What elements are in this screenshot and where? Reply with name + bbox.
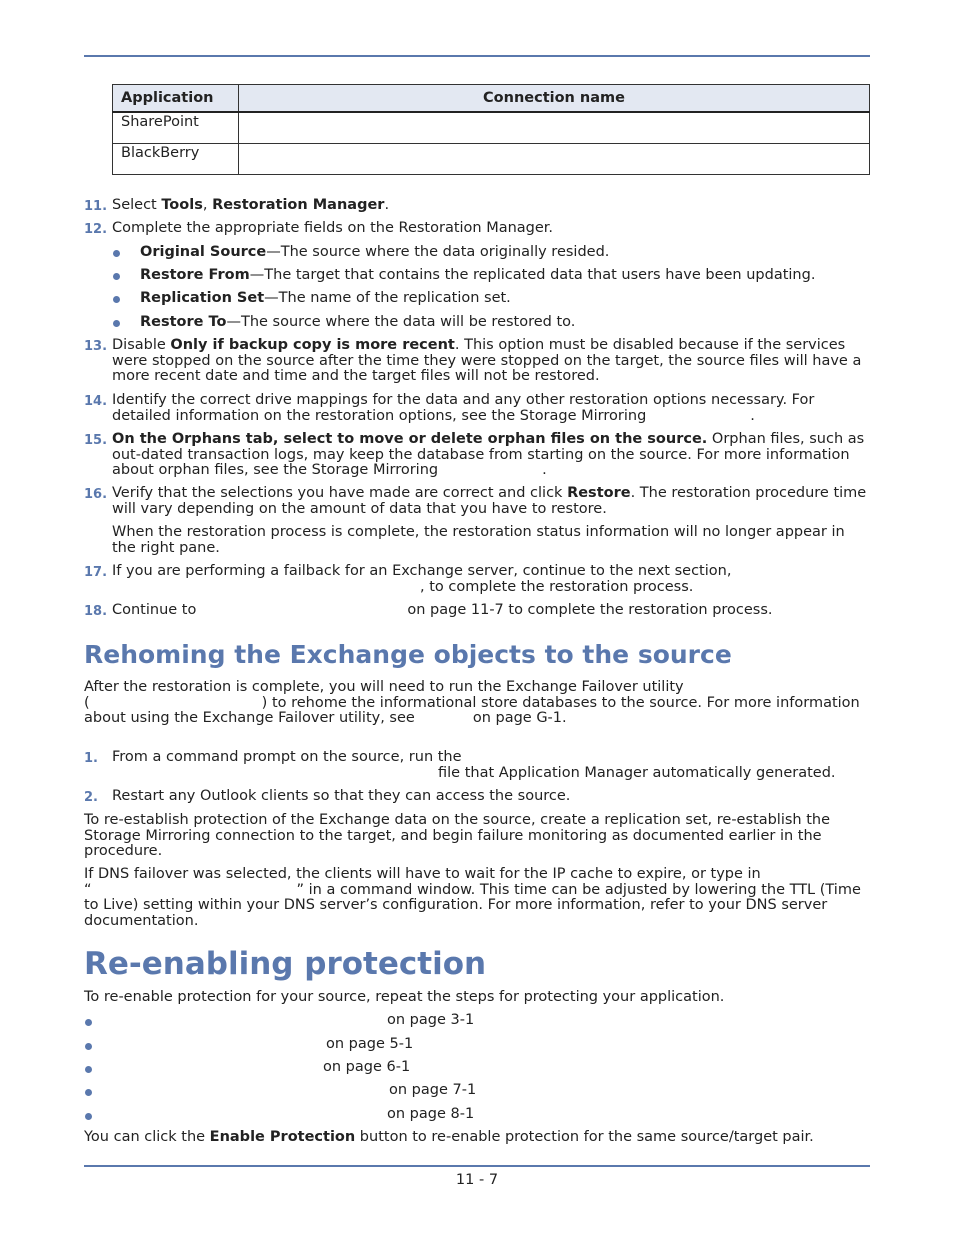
bullet-icon <box>85 1019 92 1026</box>
step-number: 16. <box>84 487 108 502</box>
step-number: 2. <box>84 790 98 805</box>
connection-table <box>112 84 870 175</box>
protection-link-ref: on page 5-1 <box>326 1036 414 1052</box>
rehoming-step-2: Restart any Outlook clients so that they can access the source. <box>112 788 571 804</box>
bullet-icon <box>85 1066 92 1073</box>
section-heading-rehoming: Rehoming the Exchange objects to the source <box>84 640 732 669</box>
closing-paragraph: You can click the Enable Protection button to re-enable protection for the same source/target pair. <box>84 1129 814 1145</box>
step-number: 12. <box>84 222 108 237</box>
dns-paragraph: If DNS failover was selected, the clients will have to wait for the IP cache to expire, or type in “ ” in a command window. This time can be adjusted by lowering the TTL (Time to Live) setting within your DNS server’s configuration. For more information, refer to your DNS server documentation. <box>84 866 861 929</box>
protection-link-ref: on page 3-1 <box>387 1012 475 1028</box>
protection-link-ref: on page 7-1 <box>389 1082 477 1098</box>
rehoming-intro: After the restoration is complete, you will need to run the Exchange Failover utility ( ) to rehome the informational store databases to the source. For more information about using the Exchange Failover utility, see on page G-1. <box>84 679 860 726</box>
column-header-connection-name: Connection name <box>239 85 870 113</box>
section-heading-reenabling: Re-enabling protection <box>84 946 487 982</box>
step-number: 1. <box>84 751 98 766</box>
bullet-icon <box>113 320 120 327</box>
reestablish-paragraph: To re-establish protection of the Exchange data on the source, create a replication set, re-establish the Storage Mirroring connection to the target, and begin failure monitoring as documented earlier in the procedure. <box>84 812 831 859</box>
step-number: 17. <box>84 565 108 580</box>
reenabling-intro: To re-enable protection for your source, repeat the steps for protecting your application. <box>84 989 725 1005</box>
header-rule <box>84 55 870 57</box>
page-number: 11 - 7 <box>455 1172 499 1188</box>
bullet-icon <box>85 1113 92 1120</box>
step-14: Identify the correct drive mappings for the data and any other restoration options necessary. For detailed information on the restoration options, see the Storage Mirroring . <box>112 392 815 424</box>
step-11: Select Tools, Restoration Manager. <box>112 197 390 213</box>
field-original-source: Original Source—The source where the data originally resided. <box>140 244 610 260</box>
protection-link-ref: on page 8-1 <box>387 1106 475 1122</box>
step-number: 18. <box>84 604 108 619</box>
step-number: 15. <box>84 433 108 448</box>
table-row <box>113 112 870 144</box>
step-12: Complete the appropriate fields on the Restoration Manager. <box>112 220 554 236</box>
step-17: If you are performing a failback for an Exchange server, continue to the next section, , to complete the restoration process. <box>112 563 732 595</box>
field-restore-to: Restore To—The source where the data will be restored to. <box>140 314 576 330</box>
bullet-icon <box>113 296 120 303</box>
step-number: 11. <box>84 199 108 214</box>
step-18: Continue to on page 11-7 to complete the restoration process. <box>112 602 773 618</box>
step-13: Disable Only if backup copy is more recent. This option must be disabled because if the services were stopped on the source after the time they were stopped on the target, the source files will have a more recent date and time and the target files will not be restored. <box>112 337 862 384</box>
step-number: 13. <box>84 339 108 354</box>
step-15: On the Orphans tab, select to move or delete orphan files on the source. Orphan files, such as out-dated transaction logs, may keep the database from starting on the source. For more information about orphan files, see the Storage Mirroring . <box>112 431 865 478</box>
step-16-note: When the restoration process is complete, the restoration status information will no longer appear in the right pane. <box>112 524 845 556</box>
table-header-row <box>113 85 870 113</box>
footer-rule <box>84 1165 870 1167</box>
bullet-icon <box>85 1089 92 1096</box>
field-restore-from: Restore From—The target that contains the replicated data that users have been updating. <box>140 267 816 283</box>
rehoming-step-1: From a command prompt on the source, run the file that Application Manager automatically generated. <box>112 749 836 781</box>
application-cell: SharePoint <box>113 112 239 144</box>
step-number: 14. <box>84 394 108 409</box>
bullet-icon <box>113 273 120 280</box>
bullet-icon <box>85 1043 92 1050</box>
application-cell: BlackBerry <box>113 144 239 175</box>
step-16: Verify that the selections you have made are correct and click Restore. The restoration procedure time will vary depending on the amount of data that you have to restore. <box>112 485 867 517</box>
connection-cell <box>239 144 870 175</box>
protection-link-ref: on page 6-1 <box>323 1059 411 1075</box>
column-header-application: Application <box>113 85 239 113</box>
connection-cell <box>239 112 870 144</box>
bullet-icon <box>113 250 120 257</box>
table-row <box>113 144 870 175</box>
field-replication-set: Replication Set—The name of the replication set. <box>140 290 511 306</box>
